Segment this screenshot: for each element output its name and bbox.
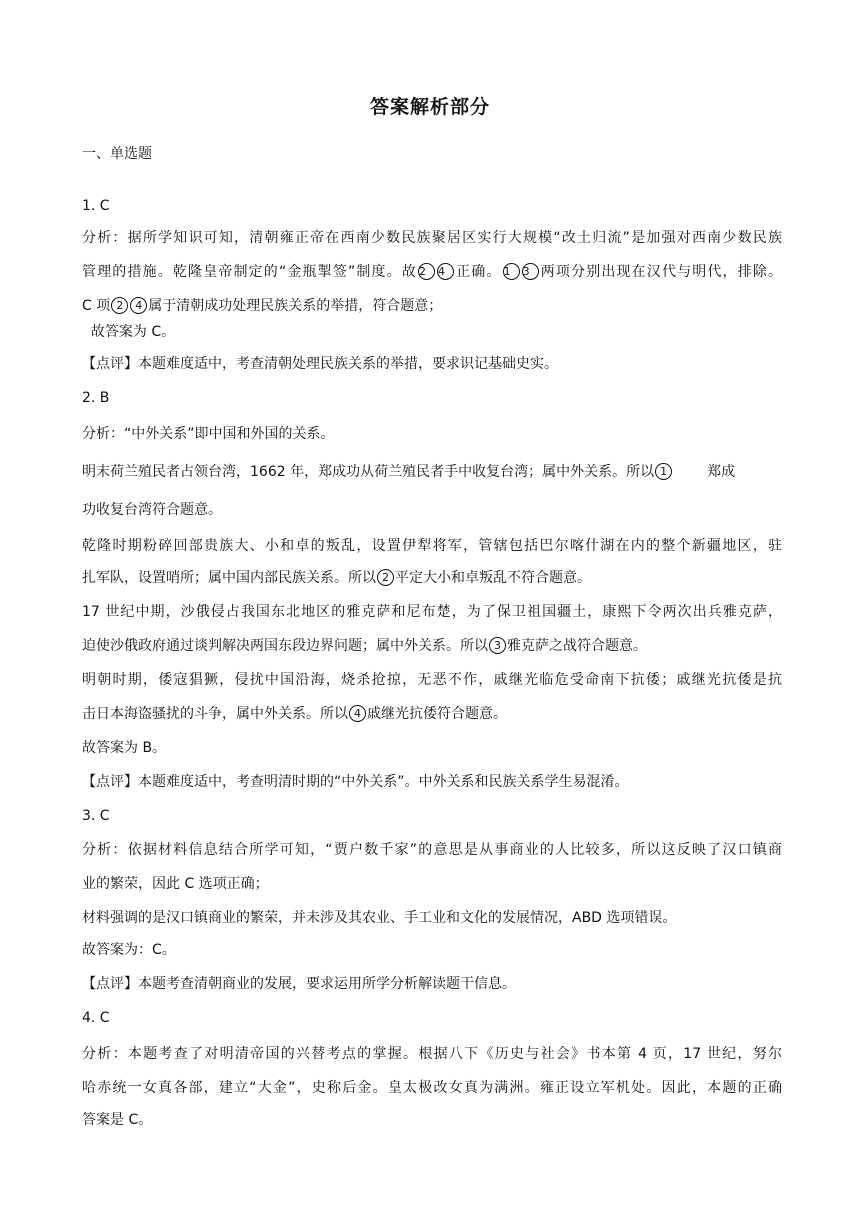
circled-number: 4 [349, 705, 366, 722]
answer-3-number: 3. C [82, 808, 110, 824]
answer-2-line: 乾隆时期粉碎回部贵族大、小和卓的叛乱，设置伊犁将军，管辖包括巴尔喀什湖在内的整个新疆地区，驻 [82, 538, 782, 554]
answer-1-comment: 【点评】本题难度适中，考查清朝处理民族关系的举措，要求识记基础史实。 [82, 356, 558, 372]
answer-2-line: 迫使沙俄政府通过谈判解决两国东段边界问题；属中外关系。所以 3 雅克萨之战符合题意。 [82, 638, 647, 654]
answer-2-line: 功收复台湾符合题意。 [82, 502, 222, 518]
circled-number: 2 [377, 569, 394, 586]
circled-number: 2 [111, 297, 128, 314]
answer-2-conclusion: 故答案为 B。 [82, 740, 167, 756]
answer-1-number: 1. C [82, 198, 110, 214]
answer-2-line: 击日本海盗骚扰的斗争，属中外关系。所以 4 戚继光抗倭符合题意。 [82, 706, 507, 722]
circled-number: 1 [503, 263, 520, 280]
answer-2-number: 2. B [82, 390, 110, 406]
answer-4-line: 哈赤统一女真各部，建立“大金”，史称后金。皇太极改女真为满洲。雍正设立军机处。因此，本题的正确 [82, 1080, 782, 1096]
answer-3-comment: 【点评】本题考查清朝商业的发展，要求运用所学分析解读题干信息。 [82, 976, 516, 992]
answer-2-line: 扎军队，设置哨所；属中国内部民族关系。所以 2 平定大小和卓叛乱不符合题意。 [82, 570, 591, 586]
answer-3-line: 分析：依据材料信息结合所学可知，“贾户数千家”的意思是从事商业的人比较多，所以这反映了汉口镇商 [82, 842, 782, 858]
circled-number: 3 [522, 263, 539, 280]
answer-2-comment: 【点评】本题难度适中，考查明清时期的“中外关系”。中外关系和民族关系学生易混淆。 [82, 774, 629, 790]
answer-2-line: 明朝时期，倭寇猖獗，侵扰中国沿海，烧杀抢掠，无恶不作，戚继光临危受命南下抗倭；戚继光抗倭是抗 [82, 672, 782, 688]
answer-3-line: 业的繁荣，因此 C 选项正确； [82, 876, 269, 892]
page-title: 答案解析部分 [369, 96, 490, 118]
circled-number: 4 [437, 263, 454, 280]
circled-number: 2 [418, 263, 435, 280]
circled-number: 3 [489, 637, 506, 654]
answer-1-conclusion: 故答案为 C。 [82, 324, 176, 340]
circled-number: 1 [655, 463, 672, 480]
section-heading: 一、单选题 [82, 146, 152, 162]
answer-2-line: 明末荷兰殖民者占领台湾，1662 年，郑成功从荷兰殖民者手中收复台湾；属中外关系。所以 1 郑成 [82, 464, 736, 480]
answer-1-line: 管理的措施。乾隆皇帝制定的“金瓶掣签”制度。故 2 4 正确。 1 3 两项分别出现在汉代与明代，排除。 [82, 264, 783, 280]
circled-number: 4 [130, 297, 147, 314]
answer-4-line: 分析：本题考查了对明清帝国的兴替考点的掌握。根据八下《历史与社会》书本第 4 页，17 世纪，努尔 [82, 1046, 782, 1062]
answer-3-conclusion: 故答案为：C。 [82, 942, 176, 958]
answer-2-line: 17 世纪中期，沙俄侵占我国东北地区的雅克萨和尼布楚，为了保卫祖国疆土，康熙下令两次出兵雅克萨， [82, 604, 782, 620]
answer-4-number: 4. C [82, 1010, 110, 1026]
answer-1-line: 分析：据所学知识可知，清朝雍正帝在西南少数民族聚居区实行大规模“改土归流”是加强对西南少数民族 [82, 230, 782, 246]
answer-1-line: C 项 2 4 属于清朝成功处理民族关系的举措，符合题意； [82, 298, 443, 314]
answer-4-line: 答案是 C。 [82, 1112, 153, 1128]
answer-3-line: 材料强调的是汉口镇商业的繁荣，并未涉及其农业、手工业和文化的发展情况，ABD 选项错误。 [82, 910, 677, 926]
answer-2-line: 分析：“中外关系”即中国和外国的关系。 [82, 426, 335, 442]
